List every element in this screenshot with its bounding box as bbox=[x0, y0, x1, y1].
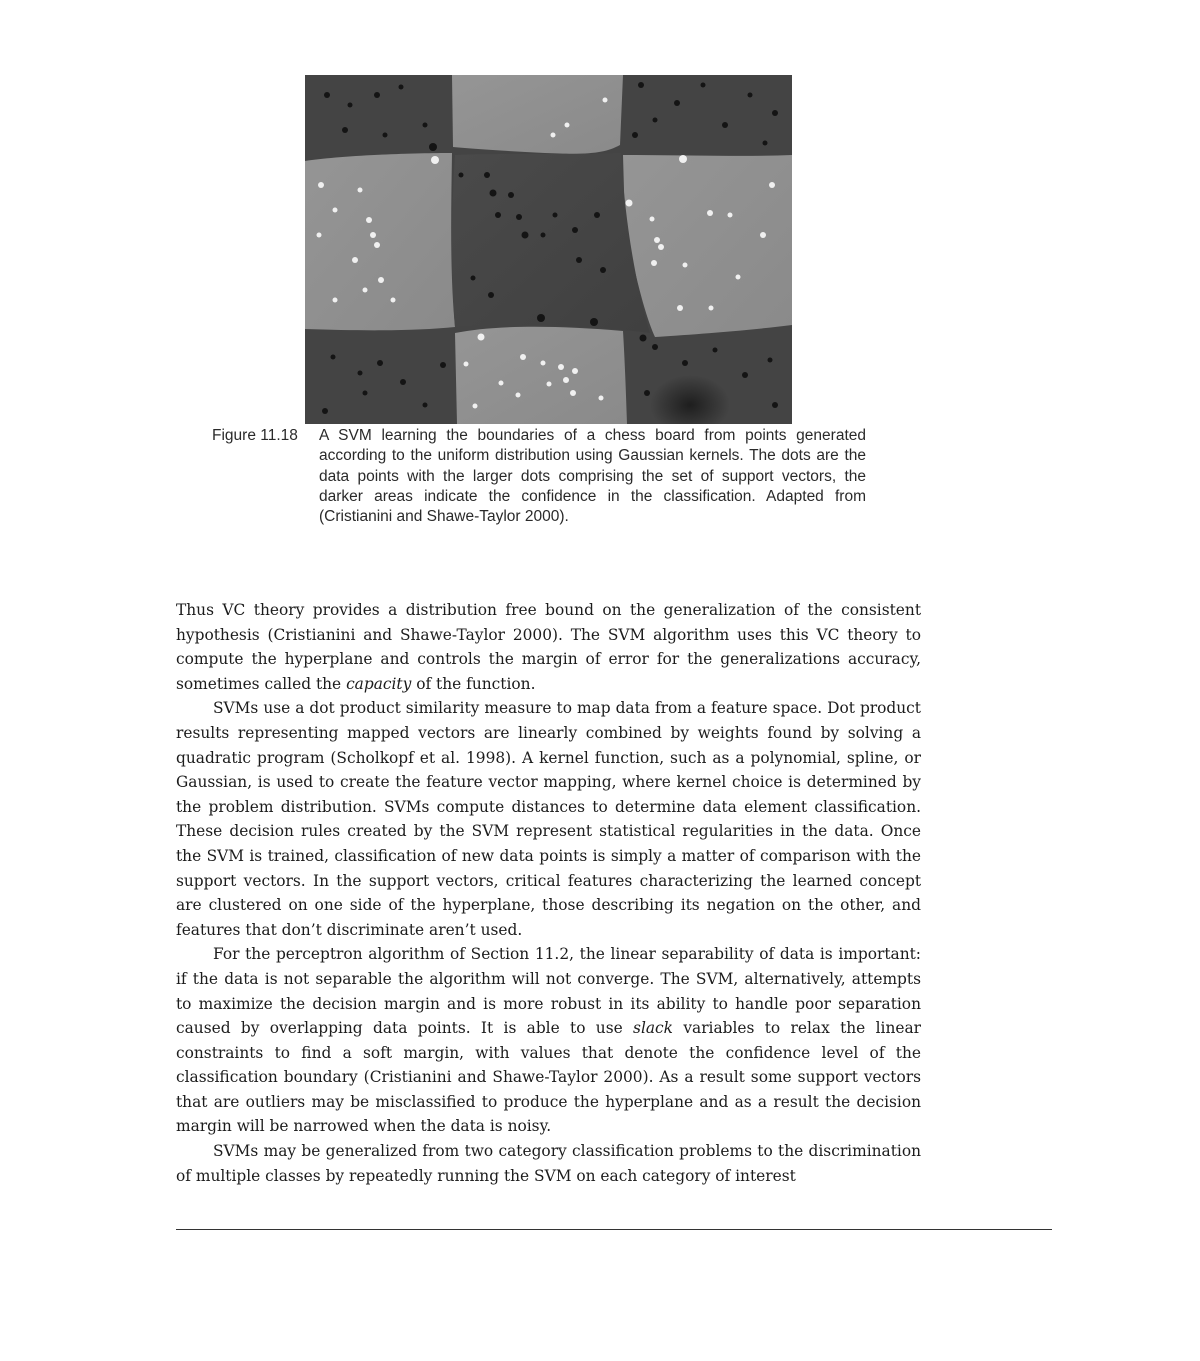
point-light bbox=[651, 260, 657, 266]
point-light bbox=[516, 393, 521, 398]
cell-dark-center bbox=[452, 153, 650, 333]
point-light bbox=[626, 200, 633, 207]
point-light bbox=[318, 182, 324, 188]
point-dark bbox=[484, 172, 490, 178]
cell-light-middle-left bbox=[305, 153, 455, 330]
point-dark bbox=[713, 348, 718, 353]
point-dark bbox=[508, 192, 514, 198]
point-light bbox=[558, 364, 564, 370]
point-dark bbox=[553, 213, 558, 218]
point-light bbox=[363, 288, 368, 293]
point-light bbox=[707, 210, 713, 216]
point-light bbox=[563, 377, 569, 383]
point-dark bbox=[772, 110, 778, 116]
point-dark bbox=[342, 127, 348, 133]
point-dark bbox=[763, 141, 768, 146]
point-light bbox=[572, 368, 578, 374]
point-dark bbox=[594, 212, 600, 218]
point-dark bbox=[423, 403, 428, 408]
point-dark bbox=[522, 232, 529, 239]
point-light bbox=[431, 156, 439, 164]
point-light bbox=[317, 233, 322, 238]
footer-rule bbox=[176, 1229, 1052, 1230]
point-dark bbox=[748, 93, 753, 98]
point-dark bbox=[701, 83, 706, 88]
point-light bbox=[520, 354, 526, 360]
point-light bbox=[366, 217, 372, 223]
point-light bbox=[736, 275, 741, 280]
point-dark bbox=[722, 122, 728, 128]
point-dark bbox=[495, 212, 501, 218]
point-dark bbox=[638, 82, 644, 88]
point-dark bbox=[682, 360, 688, 366]
point-light bbox=[370, 232, 376, 238]
point-light bbox=[677, 305, 683, 311]
point-dark bbox=[772, 402, 778, 408]
paragraph-4: SVMs may be generalized from two category classification problems to the discrimination of multiple classes by repeatedly running the SVM on each category of interest bbox=[176, 1142, 921, 1185]
figure-caption-text: A SVM learning the boundaries of a chess board from points generated according to the uniform distribution using Gaussian kernels. The dots are the data points with the larger dots comprising the set of support vectors, the darker areas indicate the confidence in the classification. Adapted from (Cristianini and Shawe-Taylor 2000). bbox=[319, 427, 866, 526]
point-light bbox=[473, 404, 478, 409]
point-dark bbox=[348, 103, 353, 108]
point-dark bbox=[331, 355, 336, 360]
point-light bbox=[352, 257, 358, 263]
point-dark bbox=[537, 314, 545, 322]
point-light bbox=[654, 237, 660, 243]
point-dark bbox=[363, 391, 368, 396]
point-light bbox=[760, 232, 766, 238]
point-dark bbox=[383, 133, 388, 138]
point-dark bbox=[374, 92, 380, 98]
body-text bbox=[176, 598, 921, 1188]
point-light bbox=[374, 242, 380, 248]
point-dark bbox=[358, 371, 363, 376]
point-light bbox=[391, 298, 396, 303]
point-dark bbox=[399, 85, 404, 90]
point-dark bbox=[572, 227, 578, 233]
point-light bbox=[709, 306, 714, 311]
figure-label: Figure 11.18 bbox=[212, 427, 298, 444]
point-dark bbox=[541, 233, 546, 238]
figure-caption bbox=[212, 426, 866, 527]
point-light bbox=[333, 298, 338, 303]
point-dark bbox=[590, 318, 598, 326]
point-dark bbox=[644, 390, 650, 396]
point-dark bbox=[322, 408, 328, 414]
point-light bbox=[603, 98, 608, 103]
point-dark bbox=[324, 92, 330, 98]
point-dark bbox=[674, 100, 680, 106]
cell-light-top-middle bbox=[452, 75, 623, 154]
cell-light-bottom-middle bbox=[455, 327, 627, 424]
point-dark bbox=[488, 292, 494, 298]
point-dark bbox=[742, 372, 748, 378]
point-dark bbox=[423, 123, 428, 128]
paragraph-3: For the perceptron algorithm of Section 11.2, the linear separability of data is important: if the data is not separable the algorithm will not converge. The SVM, alternatively, attempts to maximize the decision margin and is more robust in its ability to handle poor separation caused by overlapping data points. It is able to use slack variables to relax the linear constraints to find a soft margin, with values that denote the confidence level of the classification boundary (Cristianini and Shawe-Taylor 2000). As a result some support vectors that are outliers may be misclassified to produce the hyperplane and as a result the decision margin will be narrowed when the data is noisy. bbox=[176, 945, 921, 1136]
cell-light-middle-right bbox=[623, 155, 792, 337]
point-dark bbox=[640, 335, 647, 342]
point-dark bbox=[600, 267, 606, 273]
point-light bbox=[464, 362, 469, 367]
point-light bbox=[650, 217, 655, 222]
point-light bbox=[378, 277, 384, 283]
point-light bbox=[658, 244, 664, 250]
point-light bbox=[683, 263, 688, 268]
point-light bbox=[565, 123, 570, 128]
point-light bbox=[541, 361, 546, 366]
point-dark bbox=[653, 118, 658, 123]
point-dark bbox=[768, 358, 773, 363]
paragraph-2: SVMs use a dot product similarity measure to map data from a feature space. Dot product results representing mapped vectors are linearly combined by weights found by solving a quadratic program (Scholkopf et al. 1998). A kernel function, such as a polynomial, spline, or Gaussian, is used to create the feature vector mapping, where kernel choice is determined by the problem distribution. SVMs compute distances to determine data element classification. These decision rules created by the SVM represent statistical regularities in the data. Once the SVM is trained, classification of new data points is simply a matter of comparison with the support vectors. In the support vectors, critical features characterizing the learned concept are clustered on one side of the hyperplane, those describing its negation on the other, and features that don’t discriminate aren’t used. bbox=[176, 699, 921, 939]
point-light bbox=[333, 208, 338, 213]
point-light bbox=[547, 382, 552, 387]
point-light bbox=[499, 381, 504, 386]
point-dark bbox=[652, 344, 658, 350]
point-dark bbox=[490, 190, 497, 197]
point-dark bbox=[400, 379, 406, 385]
point-dark bbox=[440, 362, 446, 368]
point-light bbox=[599, 396, 604, 401]
point-dark bbox=[429, 143, 437, 151]
point-light bbox=[551, 133, 556, 138]
point-light bbox=[478, 334, 485, 341]
point-dark bbox=[632, 132, 638, 138]
point-dark bbox=[576, 257, 582, 263]
point-light bbox=[358, 188, 363, 193]
point-light bbox=[769, 182, 775, 188]
chessboard-plot bbox=[305, 75, 792, 424]
point-light bbox=[728, 213, 733, 218]
point-dark bbox=[471, 276, 476, 281]
paragraph-1: Thus VC theory provides a distribution free bound on the generalization of the consistent hypothesis (Cristianini and Shawe-Taylor 2000). The SVM algorithm uses this VC theory to compute the hyperplane and controls the margin of error for the generalizations accuracy, sometimes called the capacity of the function. bbox=[176, 601, 921, 693]
point-dark bbox=[516, 214, 522, 220]
point-dark bbox=[377, 360, 383, 366]
point-light bbox=[570, 390, 576, 396]
svm-chessboard-figure bbox=[305, 75, 792, 424]
point-dark bbox=[459, 173, 464, 178]
point-light bbox=[679, 155, 687, 163]
